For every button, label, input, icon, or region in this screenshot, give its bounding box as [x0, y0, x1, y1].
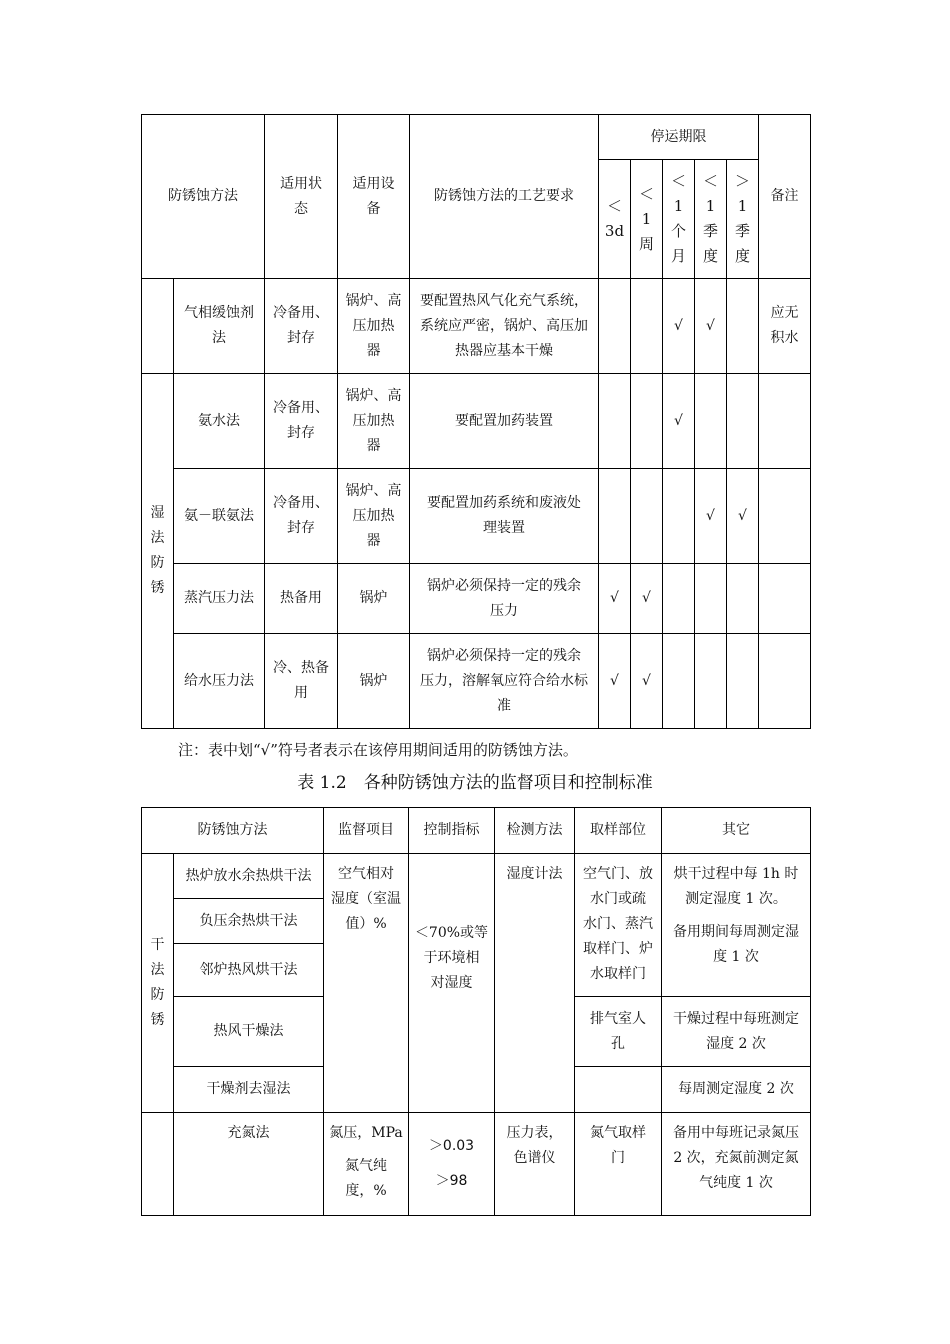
n2-item-b: 氮气纯 度，%	[345, 1158, 387, 1199]
n2-index-b: ＞98	[435, 1173, 468, 1189]
dry-index-cell: ＜70%或等 于环境相 对湿度	[409, 854, 495, 1113]
header-period-lt-1-quarter: ＜ 1 季 度	[695, 160, 727, 279]
empty-cell	[575, 1067, 662, 1113]
stop-period-table	[141, 114, 811, 729]
method-cell: 干燥剂去湿法	[174, 1067, 324, 1113]
header-period-lt-1-week: ＜ 1 周	[631, 160, 663, 279]
n2-other-cell: 备用中每班记录氮压 2 次，充氮前测定氮 气纯度 1 次	[662, 1113, 811, 1216]
device-cell: 锅炉、高 压加热 器	[338, 374, 410, 469]
dry-other-text-1b: 备用期间每周测定湿 度 1 次	[673, 924, 799, 965]
remark-cell: 应无 积水	[759, 279, 811, 374]
device-cell: 锅炉	[338, 634, 410, 729]
table-row	[142, 634, 811, 729]
period-mark	[663, 564, 695, 634]
header-method: 防锈蚀方法	[142, 115, 265, 279]
header-period-gt-1-quarter: ＞ 1 季 度	[727, 160, 759, 279]
table-row	[142, 279, 811, 374]
dry-other-text-1a: 烘干过程中每 1h 时 测定湿度 1 次。	[673, 866, 799, 907]
period-mark	[599, 374, 631, 469]
period-mark	[695, 564, 727, 634]
header-item: 监督项目	[324, 808, 409, 854]
dry-sample-cell-1: 空气门、放 水门或疏 水门、蒸汽 取样门、炉 水取样门	[575, 854, 662, 997]
header-method: 防锈蚀方法	[142, 808, 324, 854]
dry-item-cell: 空气相对 湿度（室温 值）%	[324, 854, 409, 1113]
state-cell: 热备用	[265, 564, 338, 634]
dry-other-cell-3: 每周测定湿度 2 次	[662, 1067, 811, 1113]
method-cell: 充氮法	[174, 1113, 324, 1216]
remark-cell	[759, 634, 811, 729]
monitoring-table	[141, 807, 811, 1216]
method-cell: 气相缓蚀剂 法	[174, 279, 265, 374]
period-mark: √	[631, 634, 663, 729]
dry-sample-cell-2: 排气室人 孔	[575, 997, 662, 1067]
period-mark: √	[663, 279, 695, 374]
device-cell: 锅炉、高 压加热 器	[338, 279, 410, 374]
method-cell: 给水压力法	[174, 634, 265, 729]
empty-cell	[142, 279, 174, 374]
state-cell: 冷备用、 封存	[265, 469, 338, 564]
period-mark	[663, 634, 695, 729]
method-cell: 氨－联氨法	[174, 469, 265, 564]
method-cell: 邻炉热风烘干法	[174, 944, 324, 997]
header-index: 控制指标	[409, 808, 495, 854]
requirement-cell: 锅炉必须保持一定的残余 压力	[410, 564, 599, 634]
n2-item-a: 氮压，MPa	[329, 1125, 403, 1141]
period-mark	[727, 634, 759, 729]
requirement-cell: 要配置加药装置	[410, 374, 599, 469]
table-row	[142, 1113, 811, 1216]
requirement-cell: 要配置加药系统和废液处 理装置	[410, 469, 599, 564]
dry-other-cell-1	[662, 854, 811, 997]
header-period-lt-3d: ＜ 3d	[599, 160, 631, 279]
period-mark	[631, 279, 663, 374]
period-mark: √	[695, 469, 727, 564]
method-cell: 氨水法	[174, 374, 265, 469]
n2-index-cell	[409, 1113, 495, 1216]
table-row	[142, 374, 811, 469]
header-other: 其它	[662, 808, 811, 854]
header-device: 适用设 备	[338, 115, 410, 279]
dry-detect-cell: 湿度计法	[495, 854, 575, 1113]
period-mark	[663, 469, 695, 564]
period-mark: √	[663, 374, 695, 469]
table-note: 注：表中划“√”符号者表示在该停用期间适用的防锈蚀方法。	[178, 741, 578, 759]
period-mark	[695, 634, 727, 729]
period-mark	[631, 469, 663, 564]
period-mark: √	[599, 634, 631, 729]
device-cell: 锅炉、高 压加热 器	[338, 469, 410, 564]
period-mark	[727, 374, 759, 469]
n2-item-cell	[324, 1113, 409, 1216]
device-cell: 锅炉	[338, 564, 410, 634]
table-caption: 表 1.2 各种防锈蚀方法的监督项目和控制标准	[297, 773, 653, 793]
table-row	[142, 854, 811, 899]
empty-cell	[142, 1113, 174, 1216]
period-mark	[631, 374, 663, 469]
period-mark: √	[599, 564, 631, 634]
period-mark: √	[631, 564, 663, 634]
table-row	[142, 564, 811, 634]
state-cell: 冷备用、 封存	[265, 279, 338, 374]
period-mark	[727, 279, 759, 374]
method-cell: 热炉放水余热烘干法	[174, 854, 324, 899]
table-row	[142, 469, 811, 564]
method-cell: 蒸汽压力法	[174, 564, 265, 634]
remark-cell	[759, 374, 811, 469]
header-state: 适用状 态	[265, 115, 338, 279]
header-detect: 检测方法	[495, 808, 575, 854]
n2-detect-cell: 压力表， 色谱仪	[495, 1113, 575, 1216]
remark-cell	[759, 469, 811, 564]
dry-group-label: 干 法 防 锈	[142, 854, 174, 1113]
period-mark	[599, 469, 631, 564]
method-cell: 热风干燥法	[174, 997, 324, 1067]
requirement-cell: 锅炉必须保持一定的残余 压力，溶解氧应符合给水标 准	[410, 634, 599, 729]
dry-other-cell-2: 干燥过程中每班测定 湿度 2 次	[662, 997, 811, 1067]
n2-index-a: ＞0.03	[428, 1138, 475, 1154]
header-remark: 备注	[759, 115, 811, 279]
period-mark	[599, 279, 631, 374]
header-stop-period: 停运期限	[599, 115, 759, 160]
header-period-lt-1-month: ＜ 1 个 月	[663, 160, 695, 279]
requirement-cell: 要配置热风气化充气系统， 系统应严密，锅炉、高压加 热器应基本干燥	[410, 279, 599, 374]
header-requirement: 防锈蚀方法的工艺要求	[410, 115, 599, 279]
state-cell: 冷备用、 封存	[265, 374, 338, 469]
header-sample: 取样部位	[575, 808, 662, 854]
wet-group-label: 湿 法 防 锈	[142, 374, 174, 729]
remark-cell	[759, 564, 811, 634]
method-cell: 负压余热烘干法	[174, 899, 324, 944]
period-mark	[727, 564, 759, 634]
n2-sample-cell: 氮气取样 门	[575, 1113, 662, 1216]
period-mark: √	[695, 279, 727, 374]
period-mark	[695, 374, 727, 469]
period-mark: √	[727, 469, 759, 564]
state-cell: 冷、热备 用	[265, 634, 338, 729]
